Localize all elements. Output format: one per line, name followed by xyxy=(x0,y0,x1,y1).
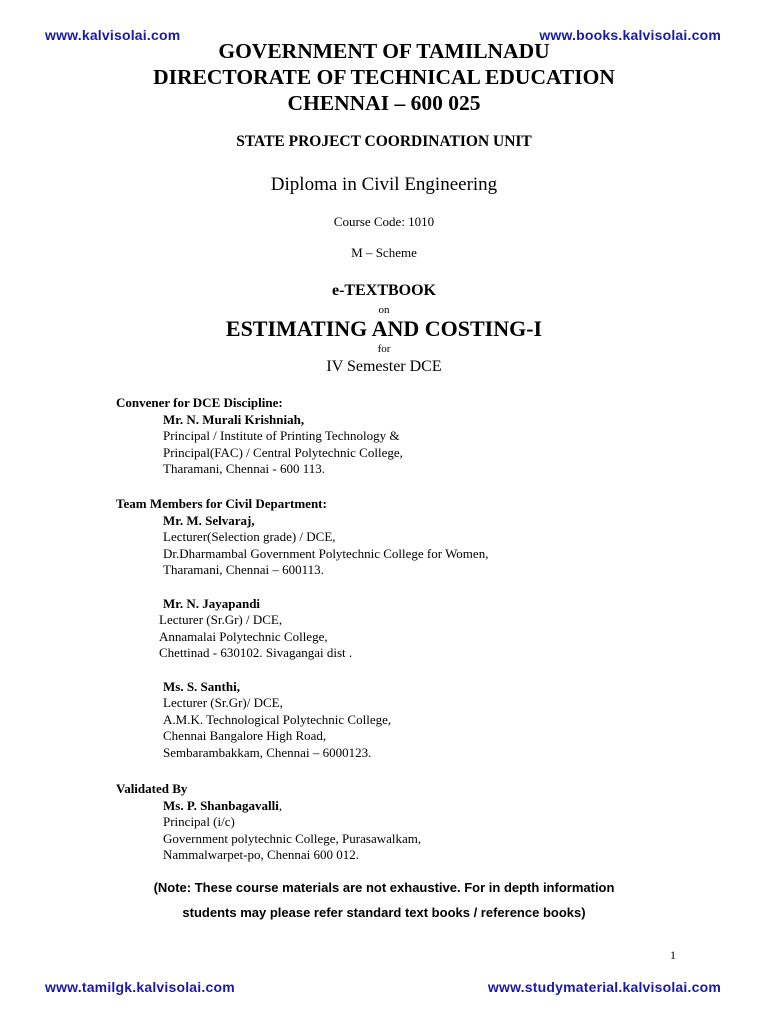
subject-title: ESTIMATING AND COSTING-I xyxy=(225,316,543,341)
team-member-name: Mr. M. Selvaraj, xyxy=(163,512,255,528)
team-section xyxy=(116,496,488,761)
scheme: M – Scheme xyxy=(351,245,417,260)
validator-name-suffix: , xyxy=(278,797,283,813)
team-member-line: Lecturer (Sr.Gr)/ DCE, xyxy=(163,695,283,710)
team-heading: Team Members for Civil Department: xyxy=(116,496,327,511)
validated-section xyxy=(116,781,421,864)
team-member-line: Chettinad - 630102. Sivagangai dist . xyxy=(159,645,353,660)
header-government: GOVERNMENT OF TAMILNADU xyxy=(218,39,550,63)
team-member-line: Chennai Bangalore High Road, xyxy=(163,728,327,743)
note-line-2: students may please refer standard text books / reference books) xyxy=(182,905,586,920)
diploma-title: Diploma in Civil Engineering xyxy=(270,174,498,195)
team-member-line: Lecturer (Sr.Gr) / DCE, xyxy=(159,612,283,627)
validated-heading: Validated By xyxy=(116,781,188,796)
convener-line: Tharamani, Chennai - 600 113. xyxy=(163,461,325,476)
validator-name: Ms. P. Shanbagavalli xyxy=(163,797,279,813)
team-member-line: Annamalai Polytechnic College, xyxy=(159,628,328,644)
convener-line: Principal(FAC) / Central Polytechnic College, xyxy=(163,444,403,460)
header-city: CHENNAI – 600 025 xyxy=(287,91,481,115)
team-member-line: A.M.K. Technological Polytechnic College, xyxy=(163,711,392,727)
convener-line: Principal / Institute of Printing Technology & xyxy=(163,428,400,443)
convener-heading: Convener for DCE Discipline: xyxy=(116,395,283,410)
team-member-line: Lecturer(Selection grade) / DCE, xyxy=(163,529,336,544)
watermark-bottom-right: www.studymaterial.kalvisolai.com xyxy=(487,979,721,995)
etextbook-label: e-TEXTBOOK xyxy=(331,282,436,299)
team-member-name: Mr. N. Jayapandi xyxy=(163,595,261,611)
page-number: 1 xyxy=(670,948,676,962)
watermark-top-left: www.kalvisolai.com xyxy=(45,27,181,43)
convener-name: Mr. N. Murali Krishniah, xyxy=(163,411,305,427)
for-label: for xyxy=(377,343,391,355)
team-member-line: Sembarambakkam, Chennai – 6000123. xyxy=(163,744,372,760)
validator-name-row xyxy=(116,798,421,815)
watermark-bottom-left: www.tamilgk.kalvisolai.com xyxy=(45,979,235,995)
team-member-line: Tharamani, Chennai – 600113. xyxy=(163,562,324,577)
course-code: Course Code: 1010 xyxy=(333,214,435,229)
validator-line: Principal (i/c) xyxy=(163,814,235,829)
convener-section xyxy=(116,395,403,478)
watermark-top-right: www.books.kalvisolai.com xyxy=(539,27,721,43)
note-line-1: (Note: These course materials are not exhaustive. For in depth information xyxy=(153,880,615,895)
header-unit: STATE PROJECT COORDINATION UNIT xyxy=(236,133,532,150)
validator-line: Government polytechnic College, Purasawalkam, xyxy=(163,830,422,846)
header-directorate: DIRECTORATE OF TECHNICAL EDUCATION xyxy=(153,65,615,89)
team-member-name: Ms. S. Santhi, xyxy=(163,678,240,694)
on-label: on xyxy=(378,304,390,316)
validator-line: Nammalwarpet-po, Chennai 600 012. xyxy=(163,847,360,862)
team-member-line: Dr.Dharmambal Government Polytechnic College for Women, xyxy=(163,545,489,561)
semester: IV Semester DCE xyxy=(326,358,442,375)
